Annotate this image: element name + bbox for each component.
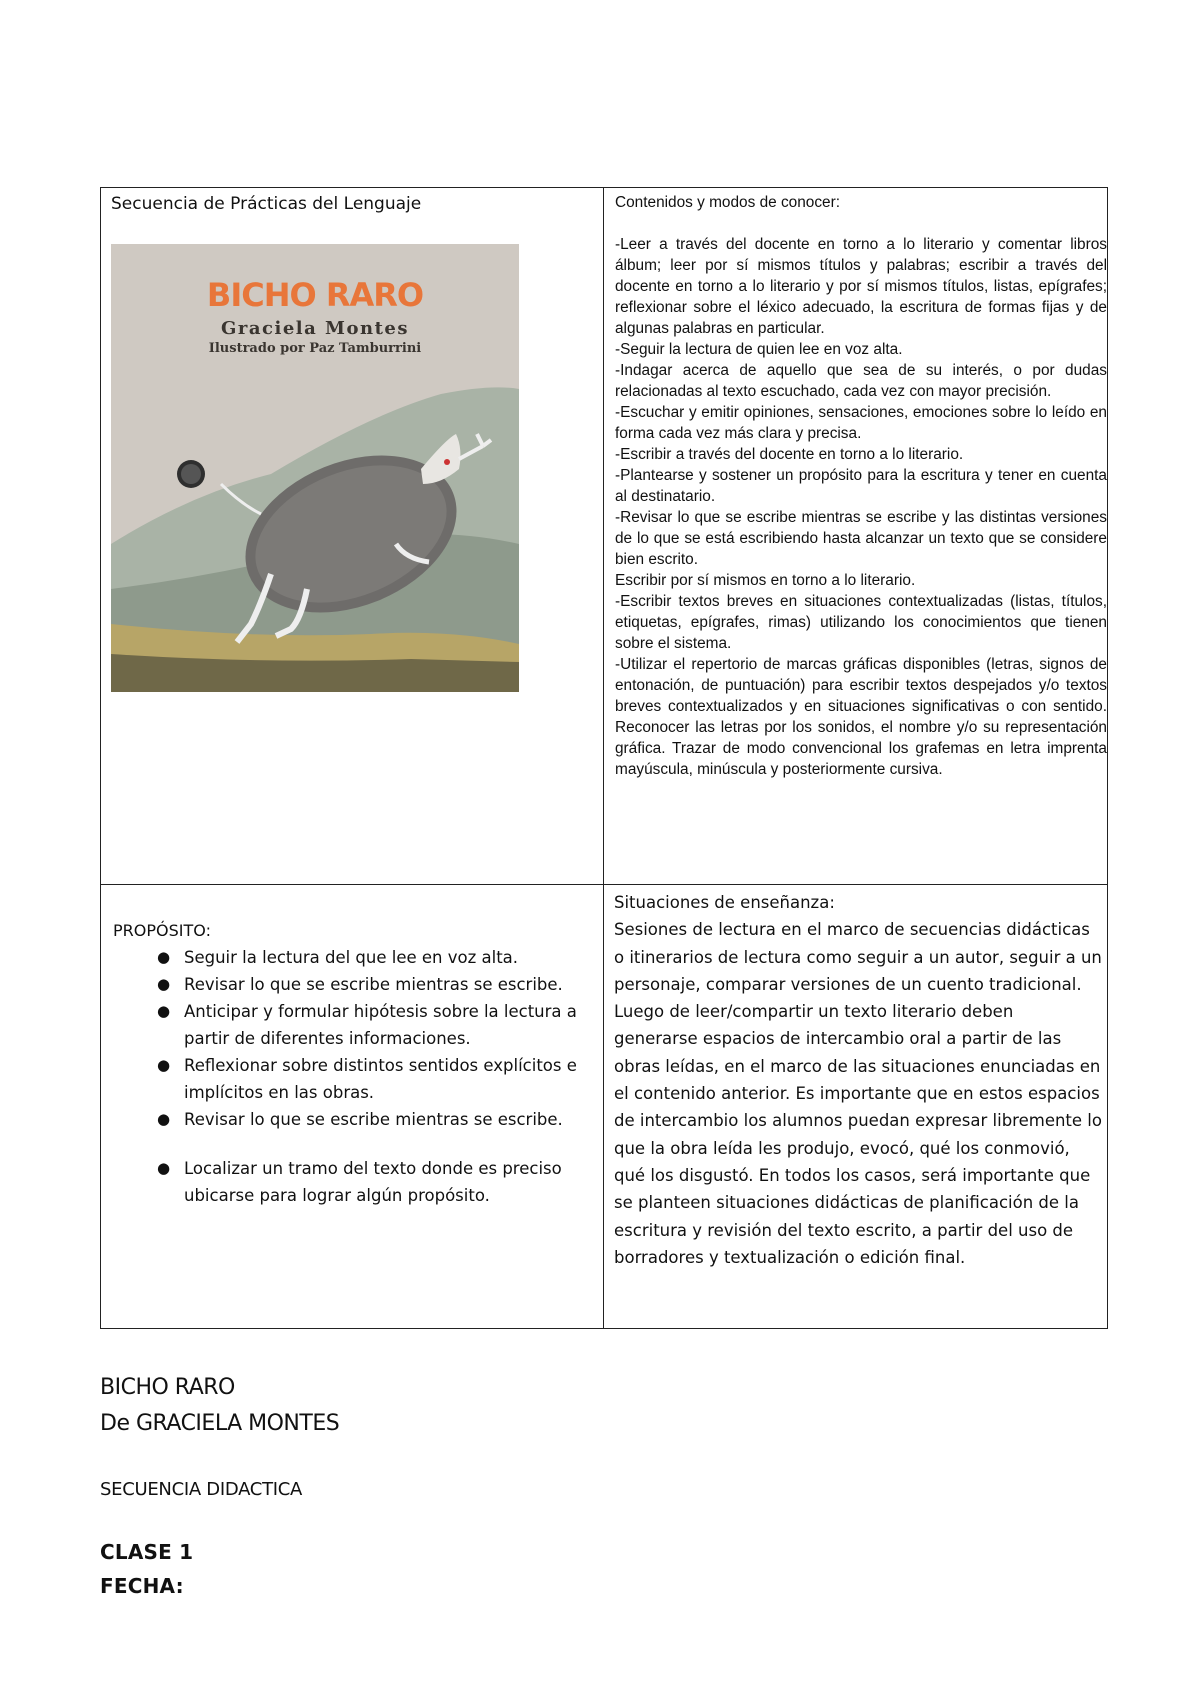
cover-author: Graciela Montes <box>221 318 409 339</box>
book-cover-image <box>111 244 519 692</box>
list-item: ● Seguir la lectura del que lee en voz alta. <box>113 944 593 971</box>
bullet-icon: ● <box>157 975 171 993</box>
cell-top-right <box>604 188 1108 885</box>
contents-paragraph: -Escribir a través del docente en torno a lo literario. <box>615 446 964 463</box>
purpose-label: PROPÓSITO: <box>113 921 211 940</box>
contents-paragraph: -Escribir textos breves en situaciones contextualizadas (listas, títulos, etiquetas, epígrafes, rimas) utilizando los conocimientos que tienen sobre el sistema. <box>615 593 1107 652</box>
contents-paragraph: -Indagar acerca de aquello que sea de su interés, o por dudas relacionadas al texto escuchado, cada vez con mayor precisión. <box>615 362 1107 400</box>
bullet-icon: ● <box>157 1110 171 1128</box>
class-heading: CLASE 1 <box>100 1540 194 1564</box>
list-item: ● Reflexionar sobre distintos sentidos explícitos e implícitos en las obras. <box>113 1052 593 1106</box>
teaching-heading: Situaciones de enseñanza: <box>614 893 835 912</box>
date-heading: FECHA: <box>100 1574 184 1598</box>
purpose-block <box>113 917 593 1209</box>
planning-table <box>100 187 1108 1329</box>
sequence-heading: SECUENCIA DIDACTICA <box>100 1479 303 1500</box>
teaching-paragraph: Sesiones de lectura en el marco de secuencias didácticas o itinerarios de lectura como seguir a un autor, seguir a un personaje, comparar versiones de un cuento tradicional. <box>614 920 1102 994</box>
contents-paragraph: -Leer a través del docente en torno a lo literario y comentar libros álbum; leer por sí mismos títulos y palabras; escribir a través del docente en torno a lo literario y por sí mismos títulos, listas, epígrafes; reflexionar sobre el léxico adecuado, la escritura de formas fijas y de algunas palabras en particular. <box>615 236 1107 337</box>
bullet-icon: ● <box>157 948 171 966</box>
list-item: ● Revisar lo que se escribe mientras se escribe. <box>113 1106 593 1133</box>
doc-title: BICHO RARO <box>100 1375 235 1400</box>
contents-paragraph: Escribir por sí mismos en torno a lo literario. <box>615 572 916 589</box>
bullet-icon: ● <box>157 1159 171 1177</box>
sequence-title: Secuencia de Prácticas del Lenguaje <box>111 194 422 214</box>
contents-paragraph: -Escuchar y emitir opiniones, sensaciones, emociones sobre lo leído en forma cada vez más clara y precisa. <box>615 404 1107 442</box>
purpose-list <box>113 944 593 1209</box>
list-item: ● Localizar un tramo del texto donde es preciso ubicarse para lograr algún propósito. <box>113 1155 593 1209</box>
contents-paragraph: -Utilizar el repertorio de marcas gráficas disponibles (letras, signos de entonación, de puntuación) para escribir textos despejados y/o textos breves contextualizados y en situaciones significativas o con sentido. Reconocer las letras por los sonidos, el nombre y/o su representación gráfica. Trazar de modo convencional los grafemas en letra imprenta mayúscula, minúscula y posteriormente cursiva. <box>615 656 1107 778</box>
teaching-paragraph: Luego de leer/compartir un texto literario deben generarse espacios de intercambio oral a partir de las obras leídas, en el marco de las situaciones enunciadas en el contenido anterior. Es importante que en estos espacios de intercambio los alumnos puedan expresar libremente lo que la obra leída les produjo, evocó, qué los conmovió, qué los disgustó. En todos los casos, será importante que se planteen situaciones didácticas de planificación de la escritura y revisión del texto escrito, a partir del uso de borradores y textualización o edición final. <box>614 1002 1102 1267</box>
bullet-icon: ● <box>157 1002 171 1020</box>
contents-paragraph: -Revisar lo que se escribe mientras se escribe y las distintas versiones de lo que se está escribiendo hasta alcanzar un texto que se considere bien escrito. <box>615 509 1107 568</box>
contents-heading: Contenidos y modos de conocer: <box>615 194 841 211</box>
doc-author: De GRACIELA MONTES <box>100 1411 340 1436</box>
contents-paragraph: -Seguir la lectura de quien lee en voz alta. <box>615 341 903 358</box>
contents-block <box>615 192 1107 780</box>
cover-title: BICHO RARO <box>206 276 424 314</box>
contents-paragraph: -Plantearse y sostener un propósito para la escritura y tener en cuenta al destinatario. <box>615 467 1107 505</box>
list-item: ● Revisar lo que se escribe mientras se escribe. <box>113 971 593 998</box>
teaching-situations-block <box>614 889 1102 1271</box>
cell-top-left <box>101 188 604 885</box>
list-item: ● Anticipar y formular hipótesis sobre la lectura a partir de diferentes informaciones. <box>113 998 593 1052</box>
cell-bottom-right <box>604 885 1108 1329</box>
cover-illustrator: Ilustrado por Paz Tamburrini <box>208 341 422 356</box>
bullet-icon: ● <box>157 1056 171 1074</box>
cell-bottom-left <box>101 885 604 1329</box>
